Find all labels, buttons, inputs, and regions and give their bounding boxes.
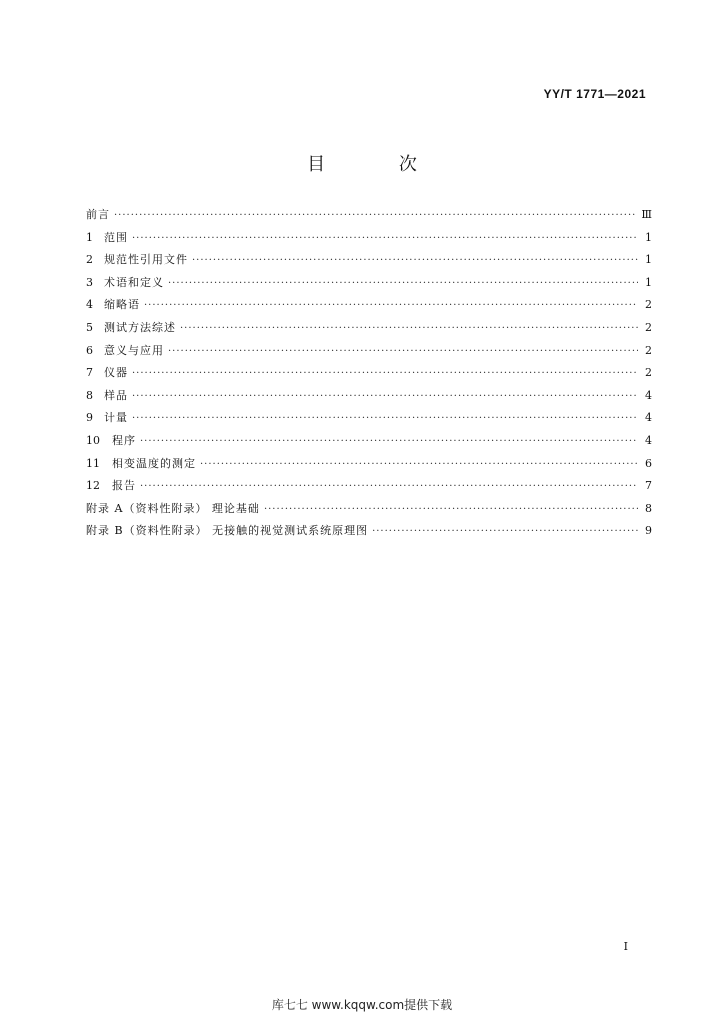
toc-leader-dots [168,273,638,296]
toc-section-number: 6 [86,343,93,357]
toc-section-number: 4 [86,298,93,312]
toc-leader-dots [140,431,638,454]
toc-page-number: 1 [645,230,652,244]
toc-page-number: 9 [645,524,652,538]
toc-entry-significance-use[interactable] [86,340,652,363]
toc-label: 程序 [112,433,136,447]
toc-entry-report[interactable] [86,475,652,498]
toc-section-number: 12 [86,479,100,493]
toc-entry-abbreviations[interactable] [86,294,652,317]
toc-leader-dots [140,476,638,499]
toc-page-number: 2 [645,343,652,357]
toc-entry-phase-transition-temperature[interactable] [86,453,652,476]
toc-leader-dots [114,205,637,228]
toc-leader-dots [132,408,638,431]
toc-page-number: 1 [645,275,652,289]
table-of-contents [86,204,652,543]
toc-page-number: 8 [645,501,652,515]
toc-label: 前言 [86,208,110,221]
toc-page-number: 2 [645,298,652,312]
toc-page-number: 2 [645,366,652,380]
toc-leader-dots [264,499,638,522]
toc-section-number: 7 [86,366,93,380]
toc-entry-procedure[interactable] [86,430,652,453]
toc-leader-dots [372,521,638,544]
toc-section-number: 10 [86,433,100,447]
toc-section-number: 2 [86,253,93,267]
toc-entry-annex-b[interactable] [86,520,652,543]
download-watermark: 库七七 www.kqqw.com提供下载 [271,998,453,1012]
toc-entry-test-method-summary[interactable] [86,317,652,340]
toc-leader-dots [132,363,638,386]
toc-section-number: 9 [86,411,93,425]
toc-label: 附录 B（资料性附录） 无接触的视觉测试系统原理图 [86,524,369,538]
toc-page-number: 1 [645,253,652,267]
toc-label: 样品 [104,388,128,402]
toc-label: 相变温度的测定 [112,456,196,470]
toc-page-number: Ⅲ [641,208,652,221]
toc-entry-metrology[interactable] [86,407,652,430]
toc-label: 规范性引用文件 [104,253,188,267]
toc-leader-dots [192,250,638,273]
toc-entry-scope[interactable] [86,227,652,250]
toc-leader-dots [180,318,638,341]
toc-leader-dots [132,386,638,409]
toc-entry-terms-definitions[interactable] [86,272,652,295]
toc-label: 计量 [104,411,128,425]
toc-label: 测试方法综述 [104,320,176,334]
toc-page-number: 4 [645,433,652,447]
toc-label: 意义与应用 [104,343,164,357]
toc-entry-foreword[interactable] [86,204,652,227]
page-number: I [623,940,628,953]
toc-label: 范围 [104,230,128,244]
toc-leader-dots [168,341,638,364]
toc-entry-annex-a[interactable] [86,498,652,521]
toc-label: 仪器 [104,366,128,380]
toc-page-number: 4 [645,411,652,425]
toc-label: 缩略语 [104,298,140,312]
toc-section-number: 8 [86,388,93,402]
toc-label: 术语和定义 [104,275,164,289]
toc-leader-dots [132,228,638,251]
toc-label: 附录 A（资料性附录） 理论基础 [86,501,260,515]
toc-section-number: 1 [86,230,93,244]
standard-code: YY/T 1771—2021 [543,87,646,101]
toc-page-number: 4 [645,388,652,402]
toc-leader-dots [200,454,638,477]
toc-section-number: 3 [86,275,93,289]
toc-entry-normative-references[interactable] [86,249,652,272]
toc-leader-dots [144,295,638,318]
toc-section-number: 11 [86,456,100,470]
toc-page-number: 6 [645,456,652,470]
toc-page-number: 2 [645,320,652,334]
toc-page-number: 7 [645,479,652,493]
toc-label: 报告 [112,479,136,493]
toc-entry-samples[interactable] [86,385,652,408]
page-title: 目 次 [307,154,451,175]
toc-section-number: 5 [86,320,93,334]
toc-entry-apparatus[interactable] [86,362,652,385]
